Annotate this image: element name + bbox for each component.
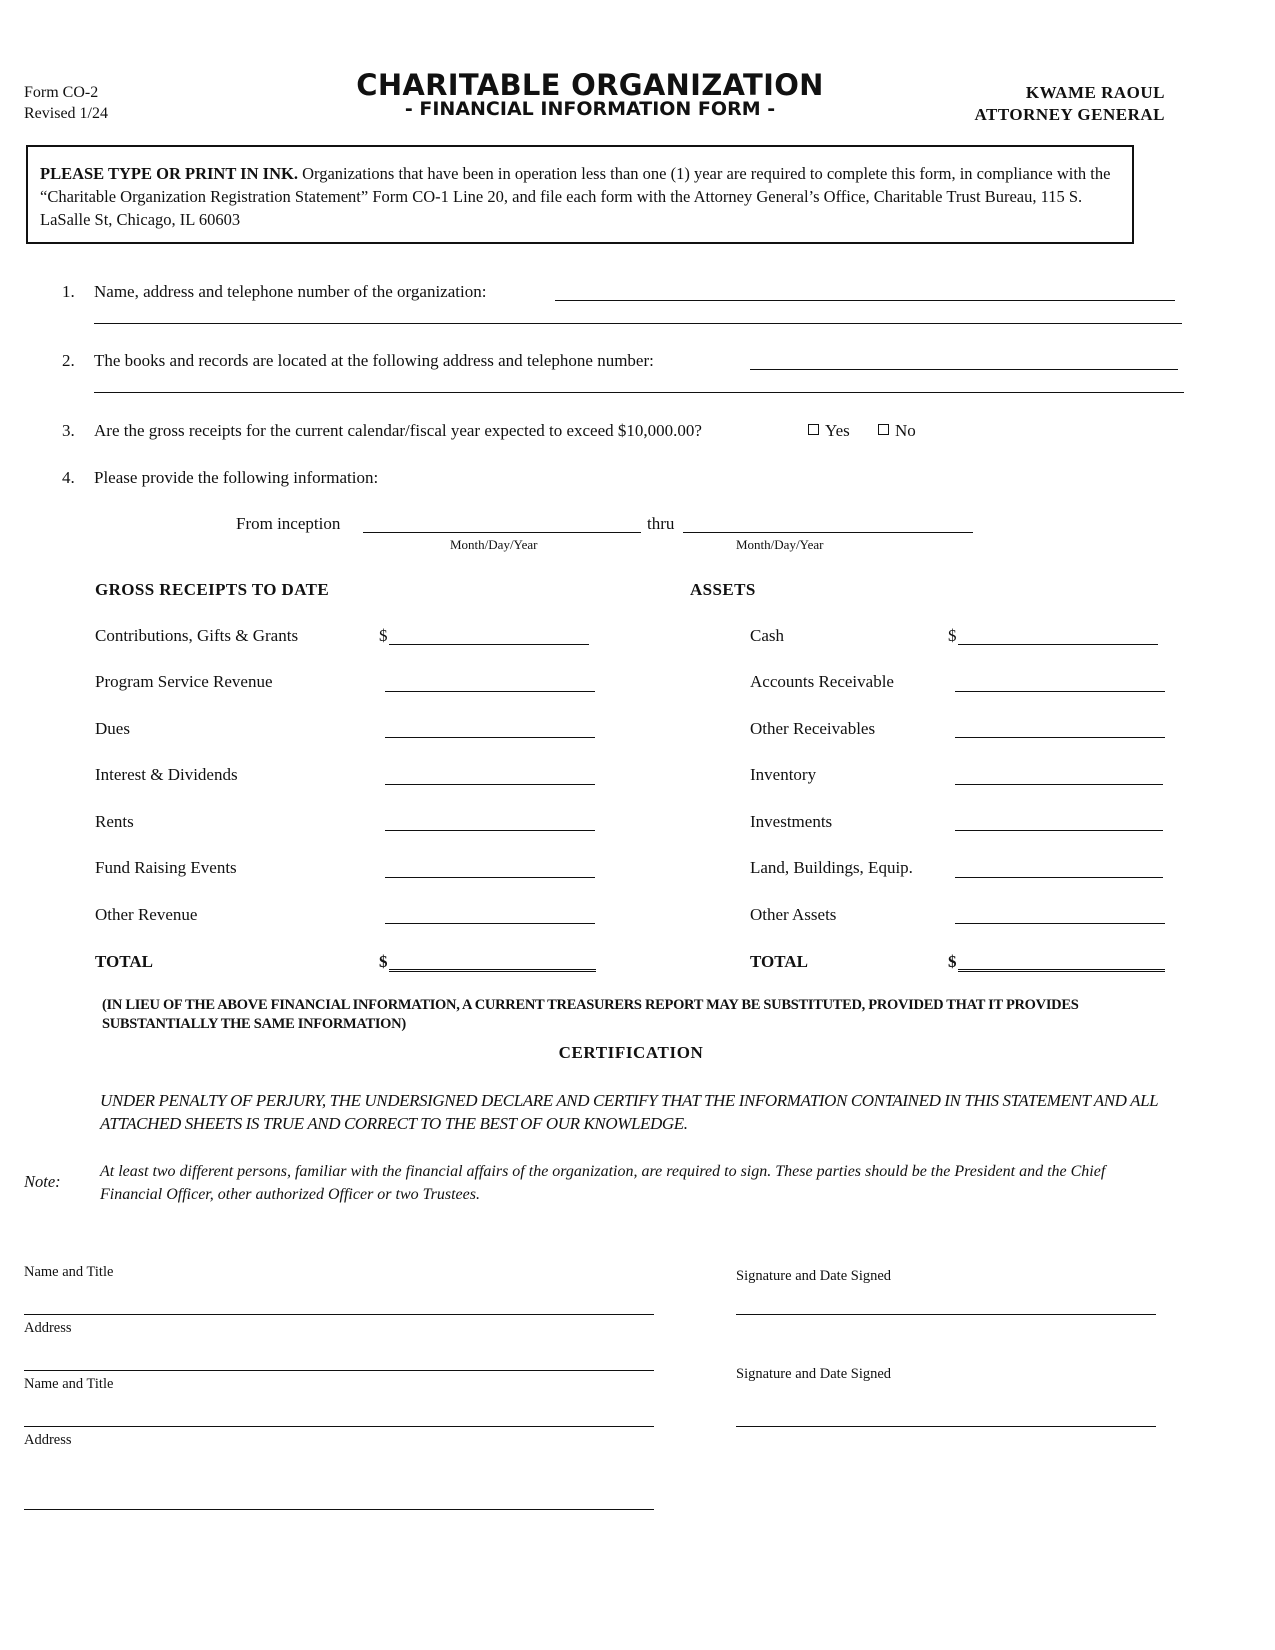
yes-option[interactable] [808, 421, 850, 441]
asset-field-other-assets[interactable] [955, 923, 1165, 924]
question-2-text: The books and records are located at the following address and telephone number: [94, 351, 654, 370]
yes-checkbox[interactable] [808, 424, 819, 435]
signer-1-signature-field[interactable] [736, 1314, 1156, 1315]
records-location-field[interactable] [750, 369, 1178, 370]
receipt-field-interest[interactable] [385, 784, 595, 785]
question-3-text: Are the gross receipts for the current calendar/fiscal year expected to exceed $10,000.00? [94, 421, 702, 440]
attorney-general-block [975, 82, 1165, 126]
certification-heading: CERTIFICATION [558, 1043, 704, 1062]
receipt-label-dues: Dues [95, 719, 130, 738]
assets-total-field[interactable] [958, 969, 1165, 972]
treasurer-report-note: (IN LIEU OF THE ABOVE FINANCIAL INFORMATION, A CURRENT TREASURERS REPORT MAY BE SUBSTITUTED, PROVIDED THAT IT PROVIDES SUBSTANTIALLY THE SAME INFORMATION) [102, 997, 1079, 1032]
receipt-label-fundraising: Fund Raising Events [95, 858, 237, 877]
receipts-total-field[interactable] [389, 969, 596, 972]
asset-label-investments: Investments [750, 812, 833, 831]
signer-1-address-label: Address [24, 1320, 72, 1336]
no-option[interactable] [878, 421, 916, 441]
receipt-label-other-revenue: Other Revenue [95, 905, 198, 924]
from-inception-label: From inception [236, 514, 341, 533]
question-1-text: Name, address and telephone number of the organization: [94, 282, 487, 301]
from-date-field[interactable] [363, 532, 641, 533]
receipt-label-program-service: Program Service Revenue [95, 672, 273, 691]
signer-2-name-title-label: Name and Title [24, 1376, 114, 1392]
asset-label-cash: Cash [750, 626, 784, 645]
signer-1-name-title-label: Name and Title [24, 1264, 114, 1280]
receipt-label-contributions: Contributions, Gifts & Grants [95, 626, 299, 645]
question-4-number: 4. [62, 468, 75, 487]
signer-2-address-label: Address [24, 1432, 72, 1448]
asset-field-cash[interactable] [958, 644, 1158, 645]
receipt-field-fundraising[interactable] [385, 877, 595, 878]
form-id: Form CO-2 [24, 84, 99, 101]
thru-label: thru [647, 514, 675, 533]
question-1-number: 1. [62, 282, 75, 301]
asset-currency-symbol: $ [948, 626, 957, 645]
asset-label-inventory: Inventory [750, 765, 817, 784]
org-name-field[interactable] [555, 300, 1175, 301]
asset-field-land-buildings[interactable] [955, 877, 1163, 878]
asset-field-inventory[interactable] [955, 784, 1163, 785]
receipt-label-interest: Interest & Dividends [95, 765, 238, 784]
receipt-field-rents[interactable] [385, 830, 595, 831]
note-label: Note: [24, 1172, 61, 1191]
question-2-number: 2. [62, 351, 75, 370]
from-date-hint: Month/Day/Year [450, 537, 538, 552]
assets-total-currency: $ [948, 952, 957, 971]
signer-2-signature-field[interactable] [736, 1426, 1156, 1427]
records-address-field[interactable] [94, 392, 1184, 393]
receipts-total-label: TOTAL [95, 952, 153, 971]
receipt-field-other-revenue[interactable] [385, 923, 595, 924]
thru-date-field[interactable] [683, 532, 973, 533]
question-4-text: Please provide the following information: [94, 468, 379, 487]
signer-2-name-title-field[interactable] [24, 1426, 654, 1427]
thru-date-hint: Month/Day/Year [736, 537, 824, 552]
receipt-label-rents: Rents [95, 812, 134, 831]
certification-statement: UNDER PENALTY OF PERJURY, THE UNDERSIGNED DECLARE AND CERTIFY THAT THE INFORMATION CONTAINED IN THIS STATEMENT AND ALL ATTACHED SHEETS IS TRUE AND CORRECT TO THE BEST OF OUR KNOWLEDGE. [100, 1091, 1158, 1133]
revised-date: Revised 1/24 [24, 105, 108, 122]
instructions-body: Organizations that have been in operation less than one (1) year are required to complete this form, in compliance with the “Charitable Organization Registration Statement” Form CO-1 Line 20, and file each form with the Attorney General’s Office, Charitable Trust Bureau, 115 S. LaSalle St, Chicago, IL 60603 [40, 164, 1111, 229]
receipt-field-program-service[interactable] [385, 691, 595, 692]
no-checkbox[interactable] [878, 424, 889, 435]
form-subtitle: - FINANCIAL INFORMATION FORM - [404, 98, 776, 120]
official-title: ATTORNEY GENERAL [974, 105, 1165, 124]
receipt-field-dues[interactable] [385, 737, 595, 738]
signer-2-signature-label: Signature and Date Signed [736, 1366, 892, 1382]
no-label: No [895, 421, 916, 440]
question-3-number: 3. [62, 421, 75, 440]
form-title: CHARITABLE ORGANIZATION [356, 68, 824, 102]
asset-label-other-assets: Other Assets [750, 905, 837, 924]
signer-1-address-field[interactable] [24, 1370, 654, 1371]
signer-1-signature-label: Signature and Date Signed [736, 1268, 892, 1284]
instructions-lead: PLEASE TYPE OR PRINT IN INK. [40, 164, 298, 183]
form-id-block [24, 82, 108, 124]
receipt-currency-symbol: $ [379, 626, 388, 645]
receipt-field-contributions[interactable] [389, 644, 589, 645]
asset-field-other-receivables[interactable] [955, 737, 1165, 738]
org-address-field[interactable] [94, 323, 1182, 324]
yes-label: Yes [825, 421, 850, 440]
note-text: At least two different persons, familiar with the financial affairs of the organization, are required to sign. These parties should be the President and the Chief Financial Officer, other authorized Officer or two Trustees. [100, 1163, 1106, 1203]
receipts-total-currency: $ [379, 952, 388, 971]
form-title-block [300, 68, 880, 120]
asset-label-other-receivables: Other Receivables [750, 719, 876, 738]
asset-field-accounts-receivable[interactable] [955, 691, 1165, 692]
official-name: KWAME RAOUL [1025, 83, 1165, 102]
assets-total-label: TOTAL [750, 952, 808, 971]
instructions-box [26, 145, 1134, 244]
asset-field-investments[interactable] [955, 830, 1163, 831]
signer-2-address-field[interactable] [24, 1509, 654, 1510]
signer-1-name-title-field[interactable] [24, 1314, 654, 1315]
gross-receipts-heading: GROSS RECEIPTS TO DATE [95, 580, 330, 599]
asset-label-accounts-receivable: Accounts Receivable [750, 672, 894, 691]
asset-label-land-buildings: Land, Buildings, Equip. [750, 858, 913, 877]
assets-heading: ASSETS [690, 580, 756, 599]
